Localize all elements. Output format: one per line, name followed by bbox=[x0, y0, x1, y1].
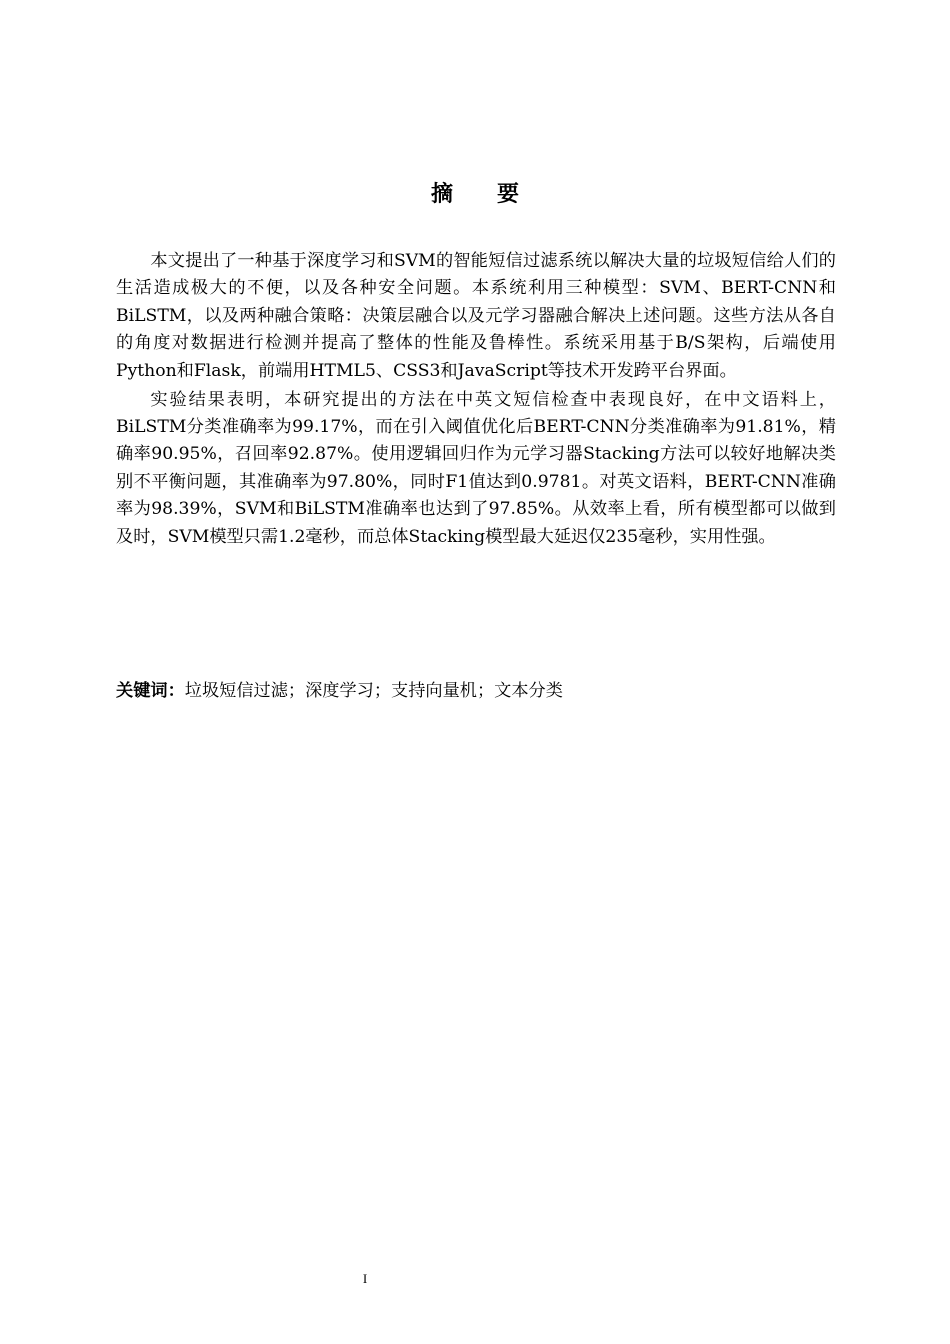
abstract-paragraph-1: 本文提出了一种基于深度学习和SVM的智能短信过滤系统以解决大量的垃圾短信给人们的生活造成极大的不便，以及各种安全问题。本系统利用三种模型：SVM、BERT-CNN和BiLSTM，以及两种融合策略：决策层融合以及元学习器融合解决上述问题。这些方法从各自的角度对数据进行检测并提高了整体的性能及鲁棒性。系统采用基于B/S架构，后端使用Python和Flask，前端用HTML5、CSS3和JavaScript等技术开发跨平台界面。 bbox=[116, 251, 836, 381]
abstract-paragraph-2: 实验结果表明，本研究提出的方法在中英文短信检查中表现良好，在中文语料上，BiLSTM分类准确率为99.17%，而在引入阈值优化后BERT-CNN分类准确率为91.81%，精确率90.95%，召回率92.87%。使用逻辑回归作为元学习器Stacking方法可以较好地解决类别不平衡问题，其准确率为97.80%，同时F1值达到0.9781。对英文语料，BERT-CNN准确率为98.39%，SVM和BiLSTM准确率也达到了97.85%。从效率上看，所有模型都可以做到及时，SVM模型只需1.2毫秒，而总体Stacking模型最大延迟仅235毫秒，实用性强。 bbox=[116, 389, 836, 547]
page-number: I bbox=[362, 1271, 368, 1286]
keywords-label: 关键词： bbox=[116, 681, 185, 701]
abstract-title-char: 要 bbox=[497, 182, 520, 207]
keywords-line bbox=[116, 677, 836, 705]
keywords-text: 垃圾短信过滤；深度学习；支持向量机；文本分类 bbox=[184, 681, 563, 701]
abstract-body bbox=[116, 248, 836, 552]
abstract-title-char: 摘 bbox=[430, 182, 453, 207]
abstract-title bbox=[0, 178, 950, 212]
